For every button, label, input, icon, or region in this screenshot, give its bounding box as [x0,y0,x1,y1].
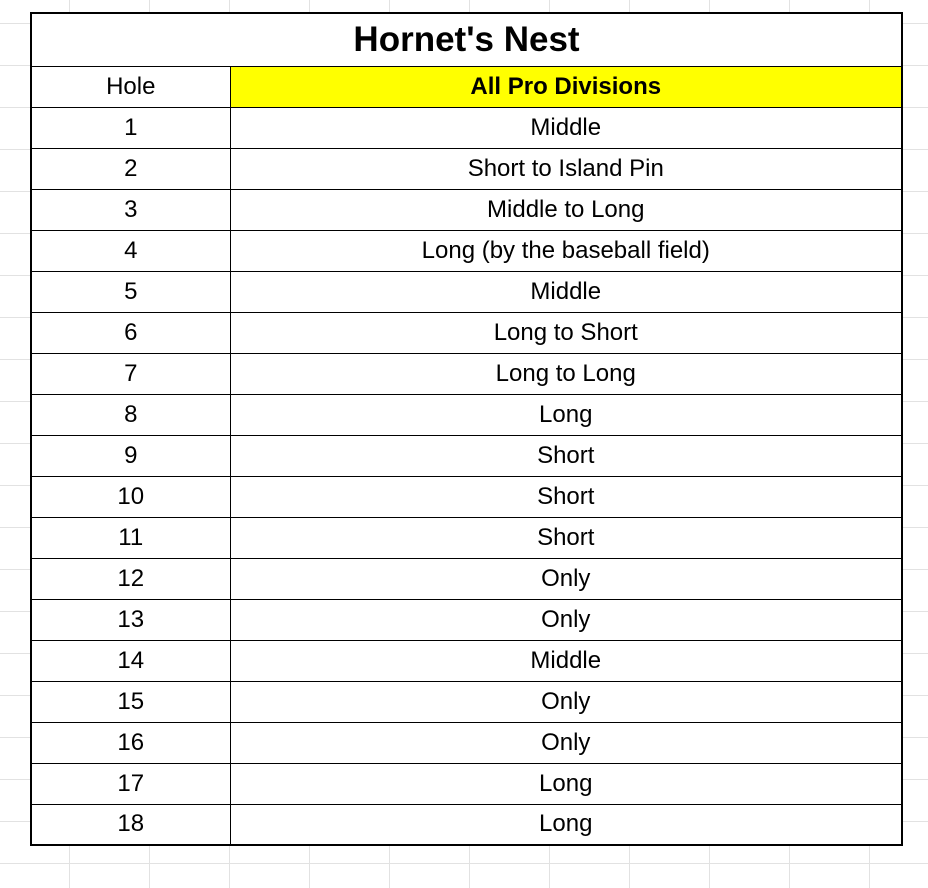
table-row [31,476,902,517]
pin-position-cell[interactable]: Long to Short [230,312,902,353]
hole-number-cell[interactable]: 11 [31,517,230,558]
table-row [31,230,902,271]
hole-number-cell[interactable]: 13 [31,599,230,640]
pin-position-cell[interactable]: Only [230,558,902,599]
title-row [31,13,902,66]
pin-position-cell[interactable]: Short to Island Pin [230,148,902,189]
table-row [31,435,902,476]
hole-column-header[interactable]: Hole [31,66,230,107]
pin-position-cell[interactable]: Long to Long [230,353,902,394]
hole-number-cell[interactable]: 18 [31,804,230,845]
table-row [31,599,902,640]
table-row [31,394,902,435]
hole-number-cell[interactable]: 15 [31,681,230,722]
pin-position-cell[interactable]: Only [230,722,902,763]
header-row [31,66,902,107]
hole-number-cell[interactable]: 8 [31,394,230,435]
division-column-header[interactable]: All Pro Divisions [230,66,902,107]
table-title[interactable]: Hornet's Nest [31,13,902,66]
hole-number-cell[interactable]: 1 [31,107,230,148]
hole-number-cell[interactable]: 9 [31,435,230,476]
table-row [31,722,902,763]
table-row [31,558,902,599]
hole-number-cell[interactable]: 5 [31,271,230,312]
table-row [31,681,902,722]
pin-position-cell[interactable]: Long (by the baseball field) [230,230,902,271]
hole-number-cell[interactable]: 12 [31,558,230,599]
pin-position-cell[interactable]: Short [230,476,902,517]
pin-position-cell[interactable]: Middle [230,640,902,681]
hole-number-cell[interactable]: 6 [31,312,230,353]
pin-position-cell[interactable]: Only [230,599,902,640]
table-row [31,353,902,394]
table-row [31,271,902,312]
pin-position-cell[interactable]: Long [230,394,902,435]
pin-position-cell[interactable]: Long [230,763,902,804]
pin-position-cell[interactable]: Short [230,435,902,476]
hole-number-cell[interactable]: 3 [31,189,230,230]
table-row [31,804,902,845]
table-row [31,640,902,681]
table-row [31,312,902,353]
pin-position-cell[interactable]: Middle [230,271,902,312]
table-row [31,517,902,558]
hole-number-cell[interactable]: 10 [31,476,230,517]
pin-position-cell[interactable]: Short [230,517,902,558]
table-row [31,189,902,230]
hole-number-cell[interactable]: 4 [31,230,230,271]
table-row [31,148,902,189]
pin-position-cell[interactable]: Middle [230,107,902,148]
pin-position-cell[interactable]: Middle to Long [230,189,902,230]
pin-position-cell[interactable]: Long [230,804,902,845]
hole-number-cell[interactable]: 16 [31,722,230,763]
pin-position-cell[interactable]: Only [230,681,902,722]
hole-number-cell[interactable]: 2 [31,148,230,189]
hole-number-cell[interactable]: 14 [31,640,230,681]
table-row [31,107,902,148]
pin-position-table [30,12,903,846]
hole-number-cell[interactable]: 7 [31,353,230,394]
table-row [31,763,902,804]
hole-number-cell[interactable]: 17 [31,763,230,804]
